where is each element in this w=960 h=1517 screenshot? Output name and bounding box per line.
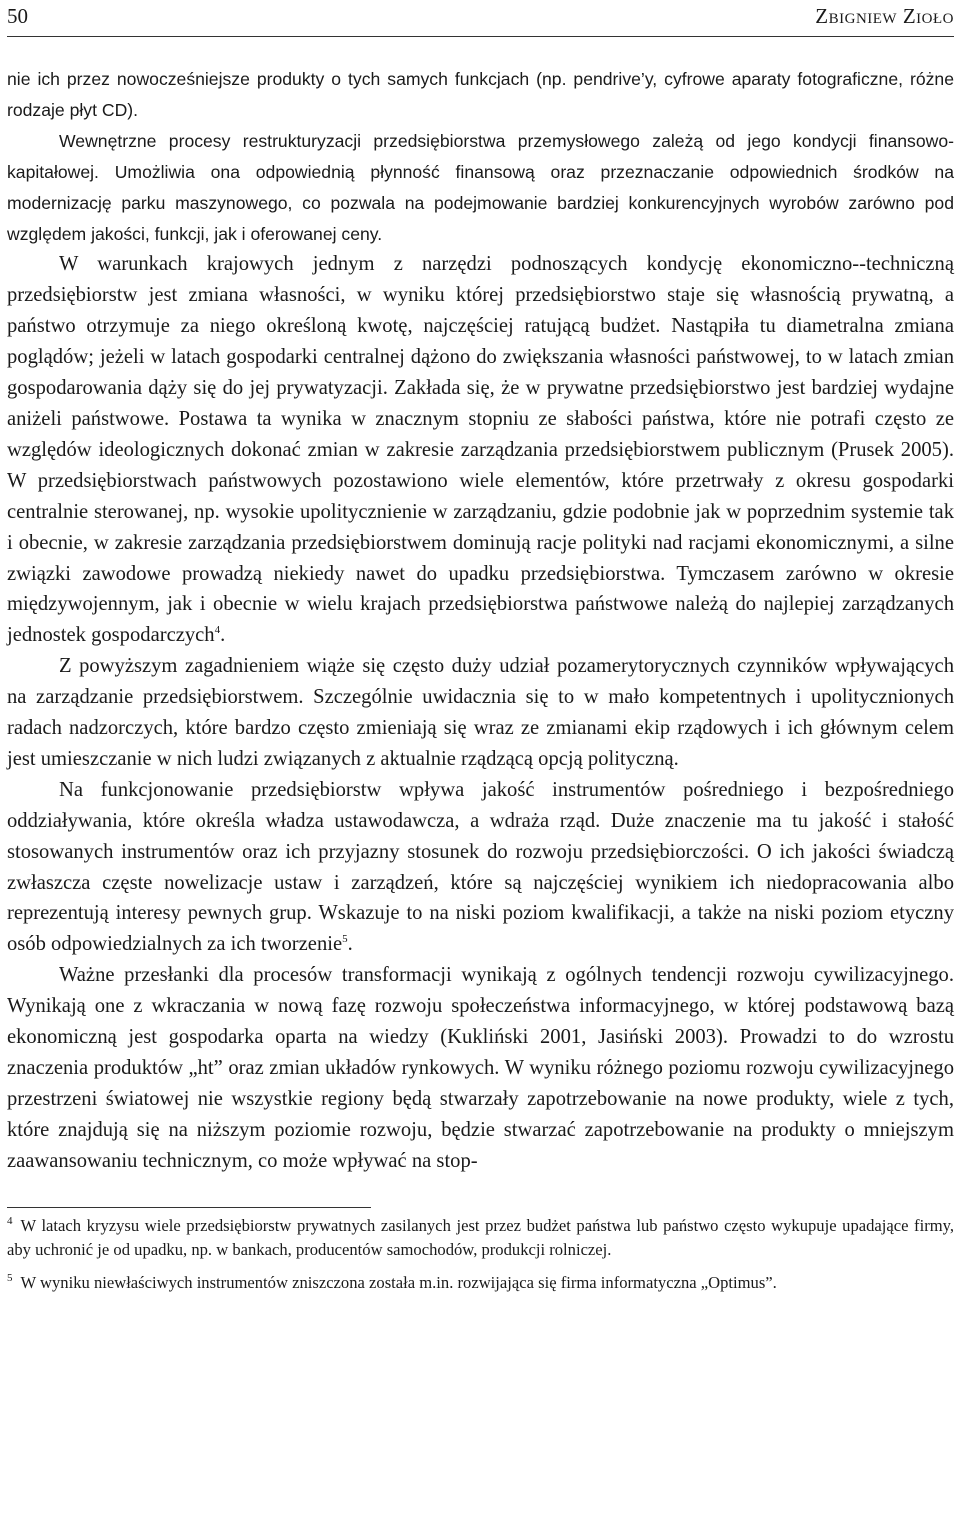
paragraph-continuation: nie ich przez nowocześniejsze produkty o tych samych funkcjach (np. pendrive’y, cyfrowe aparaty fotograficzne, różne rodzaje płyt CD). [7, 69, 954, 120]
footnote-5 [7, 1271, 954, 1296]
footnote-separator [7, 1207, 371, 1208]
paragraph-ownership-change [7, 249, 954, 651]
paragraph-text: W warunkach krajowych jednym z narzędzi podnoszących kondycję ekonomiczno--techniczną przedsiębiorstw jest zmiana własności, w wyniku której przedsiębiorstwo staje się własnością prywatną, a państwo otrzymuje za niego określoną kwotę, najczęściej ratującą budżet. Nastąpiła tu diametralna zmiana poglądów; jeżeli w latach gospodarki centralnej dążono do zwiększania własności państwowej, to w latach zmian gospodarowania dąży się do jej prywatyzacji. Zakłada się, że w prywatne przedsiębiorstwo jest bardziej wydajne aniżeli państwowe. Postawa ta wynika w znacznym stopniu ze słabości państwa, które nie potrafi często ze względów ideologicznych dokonać zmian w zakresie zarządzania przedsiębiorstwem publicznym (Prusek 2005). W przedsiębiorstwach państwowych pozostawiono wiele elementów, które przetrwały z okresu gospodarki centralnie sterowanej, np. wysokie upolitycznienie w zarządzaniu, gdzie podobnie jak w poprzednim systemie tak i obecnie, w zakresie zarządzania przedsiębiorstwem dominują racje polityki nad racjami ekonomicznymi, a silne związki zawodowe prowadzą niekiedy nawet do upadku przedsiębiorstwa. Tymczasem zarówno w okresie międzywojennym, jak i obecnie w wielu krajach przedsiębiorstwa państwowe należą do najlepiej zarządzanych jednostek gospodarczych [7, 253, 954, 647]
footnote-mark: 4 [7, 1215, 13, 1228]
paragraph-text: Na funkcjonowanie przedsiębiorstw wpływa jakość instrumentów pośredniego i bezpośredniego oddziaływania, które określa władza ustawodawcza, a wdraża rząd. Duże znaczenie ma tu jakość i stałość stosowanych instrumentów oraz ich przyjazny stosunek do rozwoju przedsiębiorczości. O ich jakości świadczą zwłaszcza częste nowelizacje ustaw i zarządzeń, które są najczęściej wynikiem ich niedopracowania albo reprezentują interesy pewnych grup. Wskazuje to na niski poziom kwalifikacji, a także na niski poziom etyczny osób odpowiedzialnych za ich tworzenie [7, 778, 954, 956]
footnote-text: W latach kryzysu wiele przedsiębiorstw prywatnych zasilanych jest przez budżet państwa lub państwo często wykupuje upadające firmy, aby uchronić je od upadku, np. w bankach, producentów samochodów, produkcji rolniczej. [7, 1215, 954, 1260]
running-header-author: Zbigniew Zioło [815, 4, 954, 28]
footnote-ref-5[interactable]: 5 [342, 933, 348, 946]
footnote-4 [7, 1214, 954, 1263]
paragraph-instruments [7, 775, 954, 960]
document-page [7, 0, 954, 1295]
paragraph-nonmerit-factors: Z powyższym zagadnieniem wiąże się często duży udział pozamerytorycznych czynników wpływających na zarządzanie przedsiębiorstwem. Szczególnie uwidacznia się to w mało kompetentnych i upolitycznionych radach nadzorczych, które bardzo często zmieniają się wraz ze zmianami ekip rządowych i ich głównym celem jest umieszczanie w nich ludzi związanych z aktualnie rządzącą opcją polityczną. [7, 655, 954, 770]
punctuation: . [347, 933, 353, 956]
page-number: 50 [7, 4, 28, 28]
paragraph-transformation: Ważne przesłanki dla procesów transformacji wynikają z ogólnych tendencji rozwoju cywilizacyjnego. Wynikają one z wkraczania w nową fazę rozwoju społeczeństwa informacyjnego, w której podstawową bazą ekonomiczną jest gospodarka oparta na wiedzy (Kukliński 2001, Jasiński 2003). Prowadzi to do wzrostu znaczenia produktów „ht” oraz zmian układów rynkowych. W wyniku różnego poziomu rozwoju cywilizacyjnego przestrzeni światowej nie wszystkie regiony będą stwarzały zapotrzebowanie na nowe produkty, wiele z tych, które znajdują się na niższym poziomie rozwoju, będzie stwarzać zapotrzebowanie na produkty o mniejszym zaawansowaniu technicznym, co może wpływać na stop- [7, 964, 954, 1172]
footnote-mark: 5 [7, 1272, 13, 1285]
paragraph-restructuring: Wewnętrzne procesy restrukturyzacji przedsiębiorstwa przemysłowego zależą od jego kondycji finansowo-kapitałowej. Umożliwia ona odpowiednią płynność finansową oraz przeznaczanie odpowiednich środków na modernizację parku maszynowego, co pozwala na podejmowanie bardziej konkurencyjnych wyrobów zarówno pod względem jakości, funkcji, jak i oferowanej ceny. [7, 130, 954, 244]
footnote-text: W wyniku niewłaściwych instrumentów zniszczona została m.in. rozwijająca się firma informatyczna „Optimus”. [20, 1272, 777, 1292]
footnote-ref-4[interactable]: 4 [214, 624, 221, 637]
punctuation: . [220, 624, 226, 647]
running-header [7, 0, 954, 37]
main-text [7, 64, 954, 1177]
